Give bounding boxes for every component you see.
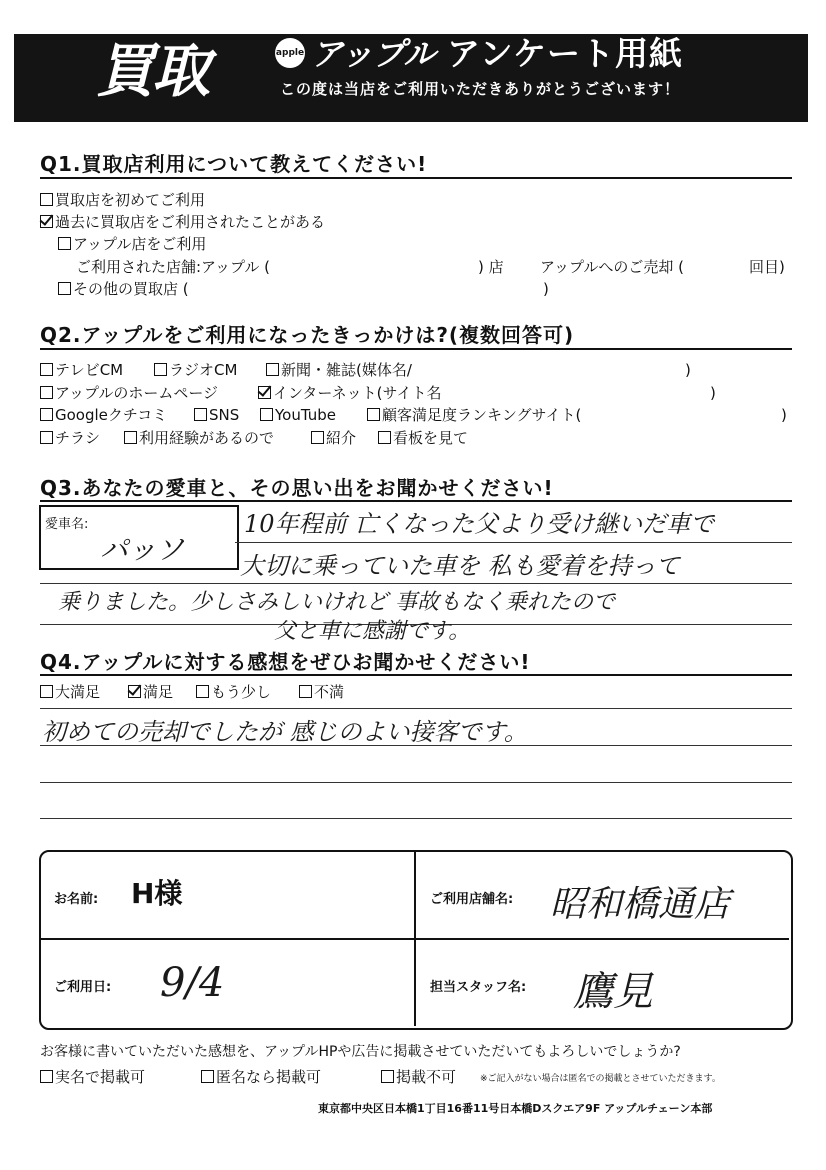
q2-option-google[interactable] [40, 406, 167, 424]
company-address: 東京都中央区日本橋1丁目16番11号日本橋Dスクエア9F アップルチェーン本部 [318, 1102, 713, 1115]
staff-value[interactable]: 鷹見 [573, 969, 653, 1015]
q4-very-satisfied-label: 大満足 [55, 683, 101, 701]
checkbox[interactable] [201, 1070, 214, 1083]
page-title: アンケート用紙 [447, 34, 684, 73]
q4-line-1 [40, 708, 792, 709]
checkbox[interactable] [154, 363, 167, 376]
q2-google-label: Googleクチコミ [55, 406, 168, 424]
q2-newspaper-close: ) [685, 361, 691, 379]
store-value[interactable]: 昭和橋通店 [550, 884, 731, 925]
checkbox-checked[interactable] [258, 386, 271, 399]
q3-comment-line1: 10年程前 亡くなった父より受け継いだ車で [244, 510, 715, 538]
checkbox[interactable] [40, 386, 53, 399]
checkbox[interactable] [40, 685, 53, 698]
checkbox[interactable] [299, 685, 312, 698]
q4-little-more-label: もう少し [211, 683, 272, 701]
q2-radiocm-label: ラジオCM [169, 361, 238, 379]
q1-other-close: ) [543, 280, 549, 298]
q1-option-other[interactable] [58, 280, 189, 298]
q4-rule [40, 674, 792, 676]
brand-name: アップル [311, 35, 436, 73]
q4-option-dissatisfied[interactable] [299, 683, 344, 701]
checkbox[interactable] [367, 408, 380, 421]
q2-experience-label: 利用経験があるので [139, 429, 275, 447]
date-value[interactable]: 9/4 [160, 960, 225, 1006]
q2-internet-close: ) [710, 384, 716, 402]
q2-option-referral[interactable] [311, 429, 356, 447]
q4-line-4 [40, 818, 792, 819]
q3-comment-line4: 父と車に感謝です。 [274, 619, 471, 644]
q4-option-very-satisfied[interactable] [40, 683, 100, 701]
q4-line-3 [40, 782, 792, 783]
checkbox[interactable] [266, 363, 279, 376]
publish-option-anonymous[interactable] [201, 1068, 321, 1086]
q2-option-newspaper[interactable] [266, 361, 412, 379]
q2-signboard-label: 看板を見て [393, 429, 469, 447]
q2-option-ranking[interactable] [367, 406, 581, 424]
date-label: ご利用日: [54, 980, 112, 995]
name-label: お名前: [54, 892, 99, 907]
q2-rule [40, 348, 792, 350]
q2-option-sns[interactable] [194, 406, 239, 424]
q1-times-suffix: 回目) [749, 258, 785, 276]
q1-store-used-label: ご利用された店舗:アップル ( [76, 258, 271, 276]
q1-option-apple[interactable] [58, 235, 206, 253]
kaitori-logo-text: 買取 [96, 37, 209, 105]
q1-rule [40, 177, 792, 179]
checkbox[interactable] [378, 431, 391, 444]
q2-option-signboard[interactable] [378, 429, 468, 447]
q1-option-first-label: 買取店を初めてご利用 [55, 191, 206, 209]
q4-option-little-more[interactable] [196, 683, 271, 701]
publish-question: お客様に書いていただいた感想を、アップルHPや広告に掲載させていただいてもよろしいでしょうか? [40, 1044, 681, 1060]
q2-option-experience[interactable] [124, 429, 274, 447]
staff-label: 担当スタッフ名: [430, 980, 527, 995]
checkbox[interactable] [40, 193, 53, 206]
q3-comment-line2: 大切に乗っていた車を 私も愛着を持って [240, 552, 680, 580]
q2-option-flyer[interactable] [40, 429, 100, 447]
q3-heading: Q3.あなたの愛車と、その思い出をお聞かせください! [40, 476, 554, 500]
checkbox[interactable] [58, 237, 71, 250]
checkbox[interactable] [58, 282, 71, 295]
checkbox[interactable] [311, 431, 324, 444]
q1-heading: Q1.買取店利用について教えてください! [40, 152, 428, 176]
q4-satisfied-label: 満足 [143, 683, 174, 701]
q3-line-1 [235, 542, 792, 543]
q3-line-2 [40, 583, 792, 584]
q2-newspaper-label: 新聞・雑誌(媒体名/ [281, 361, 412, 379]
q4-comment: 初めての売却でしたが 感じのよい接客です。 [42, 718, 528, 746]
store-label: ご利用店舗名: [430, 892, 514, 907]
q2-referral-label: 紹介 [326, 429, 357, 447]
checkbox[interactable] [381, 1070, 394, 1083]
q2-internet-label: インターネット(サイト名 [273, 384, 442, 402]
q2-sns-label: SNS [209, 406, 240, 424]
q2-option-internet[interactable] [258, 384, 441, 402]
q2-tvcm-label: テレビCM [55, 361, 124, 379]
q1-option-first[interactable] [40, 191, 205, 209]
q1-apple-sale-label: アップルへのご売却 ( [540, 258, 684, 276]
car-name-value: パッソ [100, 533, 185, 566]
q2-option-homepage[interactable] [40, 384, 218, 402]
checkbox[interactable] [40, 363, 53, 376]
publish-not-allowed-label: 掲載不可 [396, 1068, 457, 1086]
q2-ranking-close: ) [781, 406, 787, 424]
q2-heading: Q2.アップルをご利用になったきっかけは?(複数回答可) [40, 323, 575, 347]
q2-ranking-label: 顧客満足度ランキングサイト( [382, 406, 582, 424]
checkbox[interactable] [40, 408, 53, 421]
publish-option-real-name[interactable] [40, 1068, 145, 1086]
q3-comment-line3: 乗りました。少しさみしいけれど 事故もなく乗れたので [58, 590, 615, 615]
q1-option-apple-label: アップル店をご利用 [73, 235, 207, 253]
checkbox-checked[interactable] [40, 215, 53, 228]
q1-option-past-label: 過去に買取店をご利用されたことがある [55, 213, 326, 231]
checkbox[interactable] [260, 408, 273, 421]
q2-option-youtube[interactable] [260, 406, 336, 424]
checkbox-checked[interactable] [128, 685, 141, 698]
q2-option-radiocm[interactable] [154, 361, 237, 379]
publish-option-not-allowed[interactable] [381, 1068, 456, 1086]
q2-option-tvcm[interactable] [40, 361, 123, 379]
q1-option-past[interactable] [40, 213, 325, 231]
q3-rule [40, 500, 792, 502]
checkbox[interactable] [196, 685, 209, 698]
checkbox[interactable] [40, 431, 53, 444]
q2-youtube-label: YouTube [275, 406, 336, 424]
q1-option-other-label: その他の買取店 ( [73, 280, 189, 298]
publish-anonymous-label: 匿名なら掲載可 [216, 1068, 322, 1086]
q2-homepage-label: アップルのホームページ [55, 384, 219, 402]
q4-option-satisfied[interactable] [128, 683, 173, 701]
checkbox[interactable] [194, 408, 207, 421]
q2-flyer-label: チラシ [55, 429, 101, 447]
checkbox[interactable] [40, 1070, 53, 1083]
apple-logo-icon: apple [275, 38, 305, 68]
name-value[interactable]: H様 [131, 877, 183, 910]
page-subtitle: この度は当店をご利用いただきありがとうございます！ [280, 80, 681, 98]
checkbox[interactable] [124, 431, 137, 444]
q4-dissatisfied-label: 不満 [314, 683, 345, 701]
publish-real-name-label: 実名で掲載可 [55, 1068, 146, 1086]
q4-heading: Q4.アップルに対する感想をぜひお聞かせください! [40, 650, 531, 674]
publish-note: ※ご記入がない場合は匿名での掲載とさせていただきます。 [480, 1074, 721, 1084]
info-horizontal-divider [41, 938, 789, 940]
q1-store-suffix: ) 店 [478, 258, 504, 276]
car-name-label: 愛車名: [45, 517, 89, 532]
